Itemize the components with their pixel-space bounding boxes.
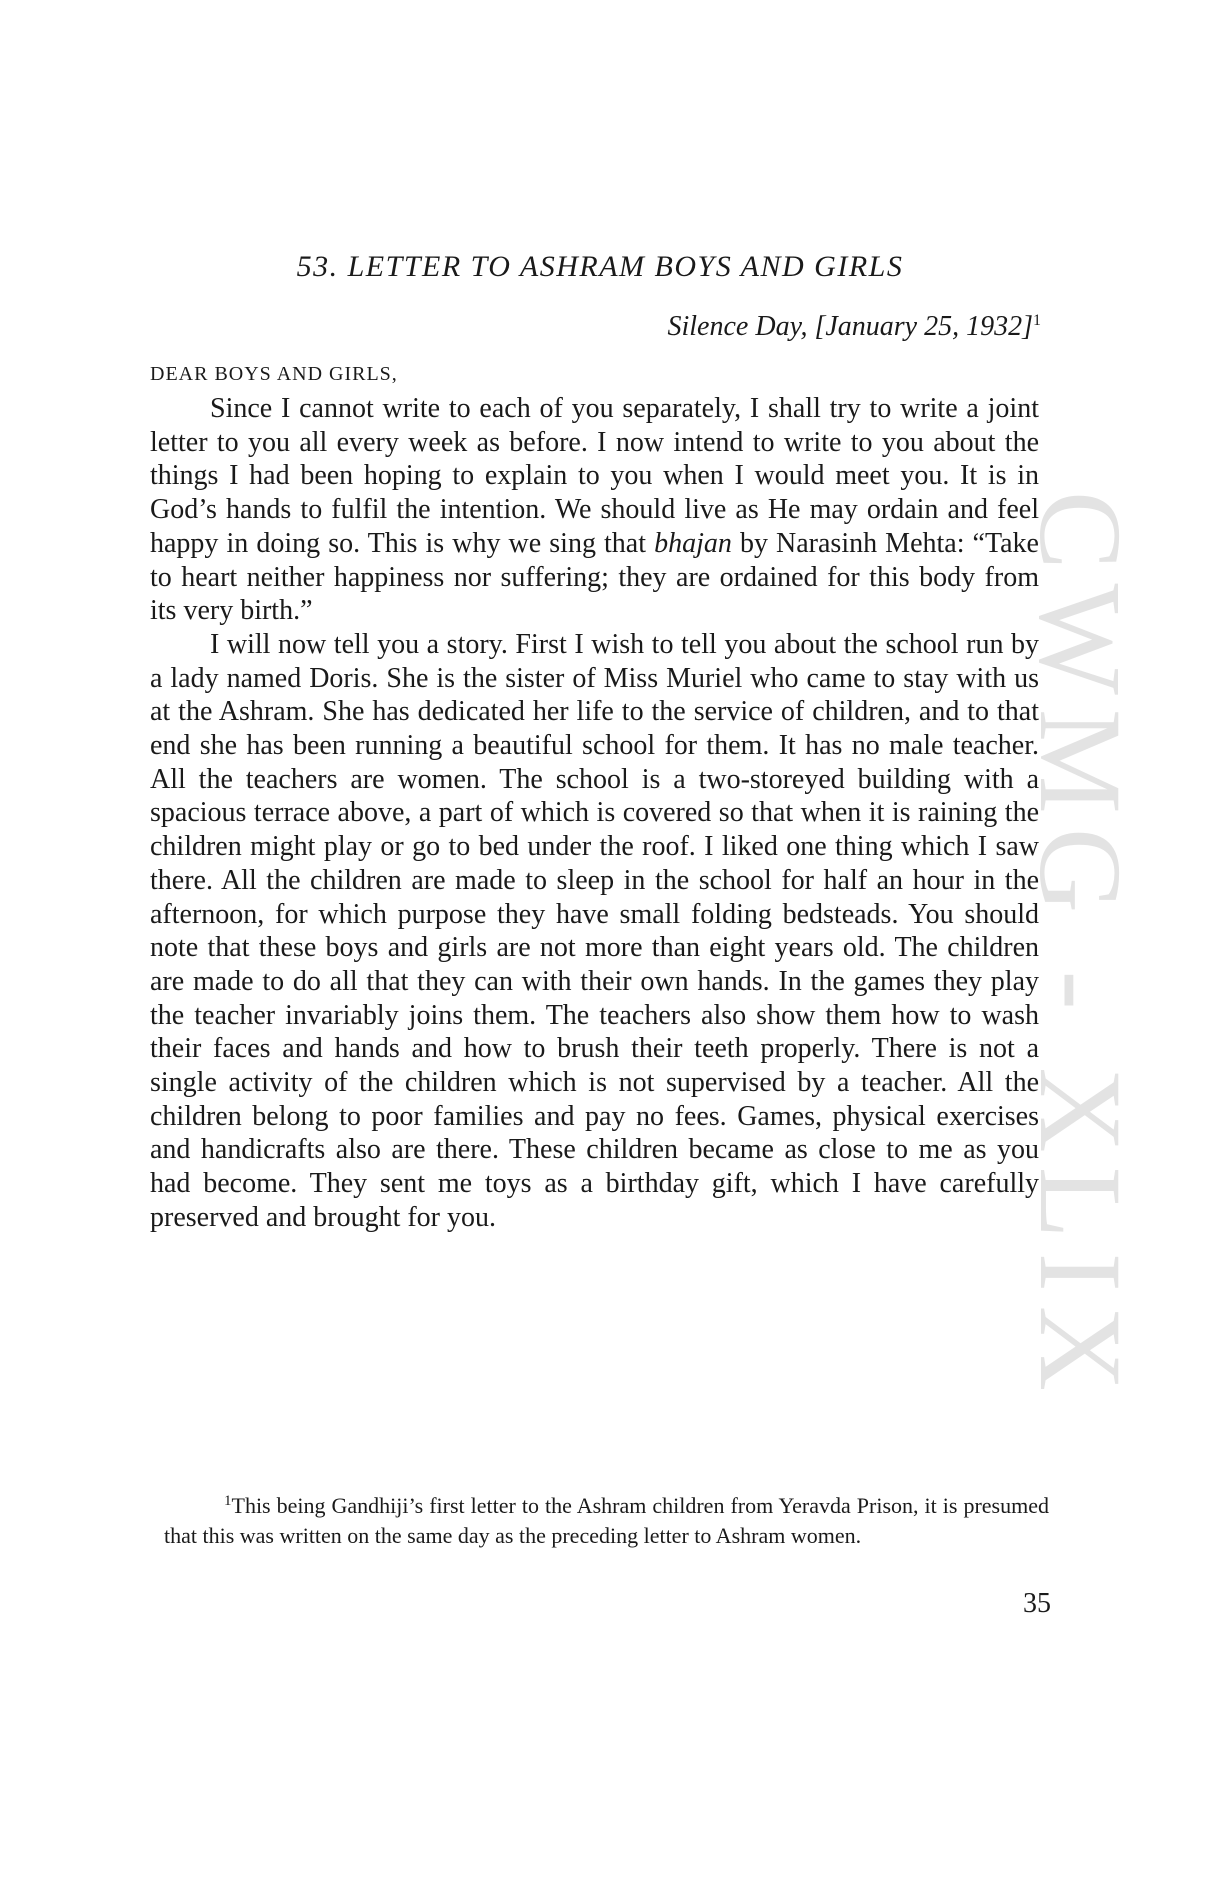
page-number: 35 bbox=[1023, 1588, 1051, 1619]
dateline-footnote-marker: 1 bbox=[1033, 312, 1041, 329]
paragraph-1-text-end: by Narasinh Mehta: “Take to heart neither happiness nor suffering; they are ordained for this body from its very birth.” bbox=[150, 527, 1039, 627]
letter-body bbox=[150, 392, 1039, 1235]
footnote bbox=[164, 1487, 1049, 1550]
letter-title: 53. LETTER TO ASHRAM BOYS AND GIRLS bbox=[296, 250, 904, 283]
paragraph-1 bbox=[150, 392, 1039, 628]
paragraph-1-text-start: Since I cannot write to each of you separately, I shall try to write a joint letter to you all every week as before. I now intend to write to you about the things I had been hoping to explain to you when I would meet you. It is in God’s hands to fulfil the intention. We should live as He may ordain and feel happy in doing so. This is why we sing that bbox=[150, 393, 1039, 559]
footnote-marker: 1 bbox=[224, 1493, 232, 1509]
watermark-text: CWMG - XLIX bbox=[1015, 490, 1146, 1406]
dateline-text: Silence Day, [January 25, 1932] bbox=[667, 311, 1033, 342]
bhajan-term: bhajan bbox=[654, 527, 732, 559]
dateline bbox=[668, 311, 1042, 343]
footnote-text: This being Gandhiji’s first letter to the Ashram children from Yeravda Prison, it is presumed that this was written on the same day as the preceding letter to Ashram women. bbox=[164, 1493, 1049, 1548]
paragraph-2: I will now tell you a story. First I wish to tell you about the school run by a lady named Doris. She is the sister of Miss Muriel who came to stay with us at the Ashram. She has dedicated her life to the service of children, and to that end she has been running a beautiful school for them. It has no male teacher. All the teachers are women. The school is a two-storeyed building with a spacious terrace above, a part of which is covered so that when it is raining the children might play or go to bed under the roof. I liked one thing which I saw there. All the children are made to sleep in the school for half an hour in the afternoon, for which purpose they have small folding bedsteads. You should note that these boys and girls are not more than eight years old. The children are made to do all that they can with their own hands. In the games they play the teacher invariably joins them. The teachers also show them how to wash their faces and hands and how to brush their teeth properly. There is not a single activity of the children which is not supervised by a teacher. All the children belong to poor families and pay no fees. Games, physical exercises and handicrafts also are there. These children became as close to me as you had become. They sent me toys as a birthday gift, which I have carefully preserved and brought for you. bbox=[150, 628, 1039, 1233]
salutation: DEAR BOYS AND GIRLS, bbox=[150, 363, 398, 385]
